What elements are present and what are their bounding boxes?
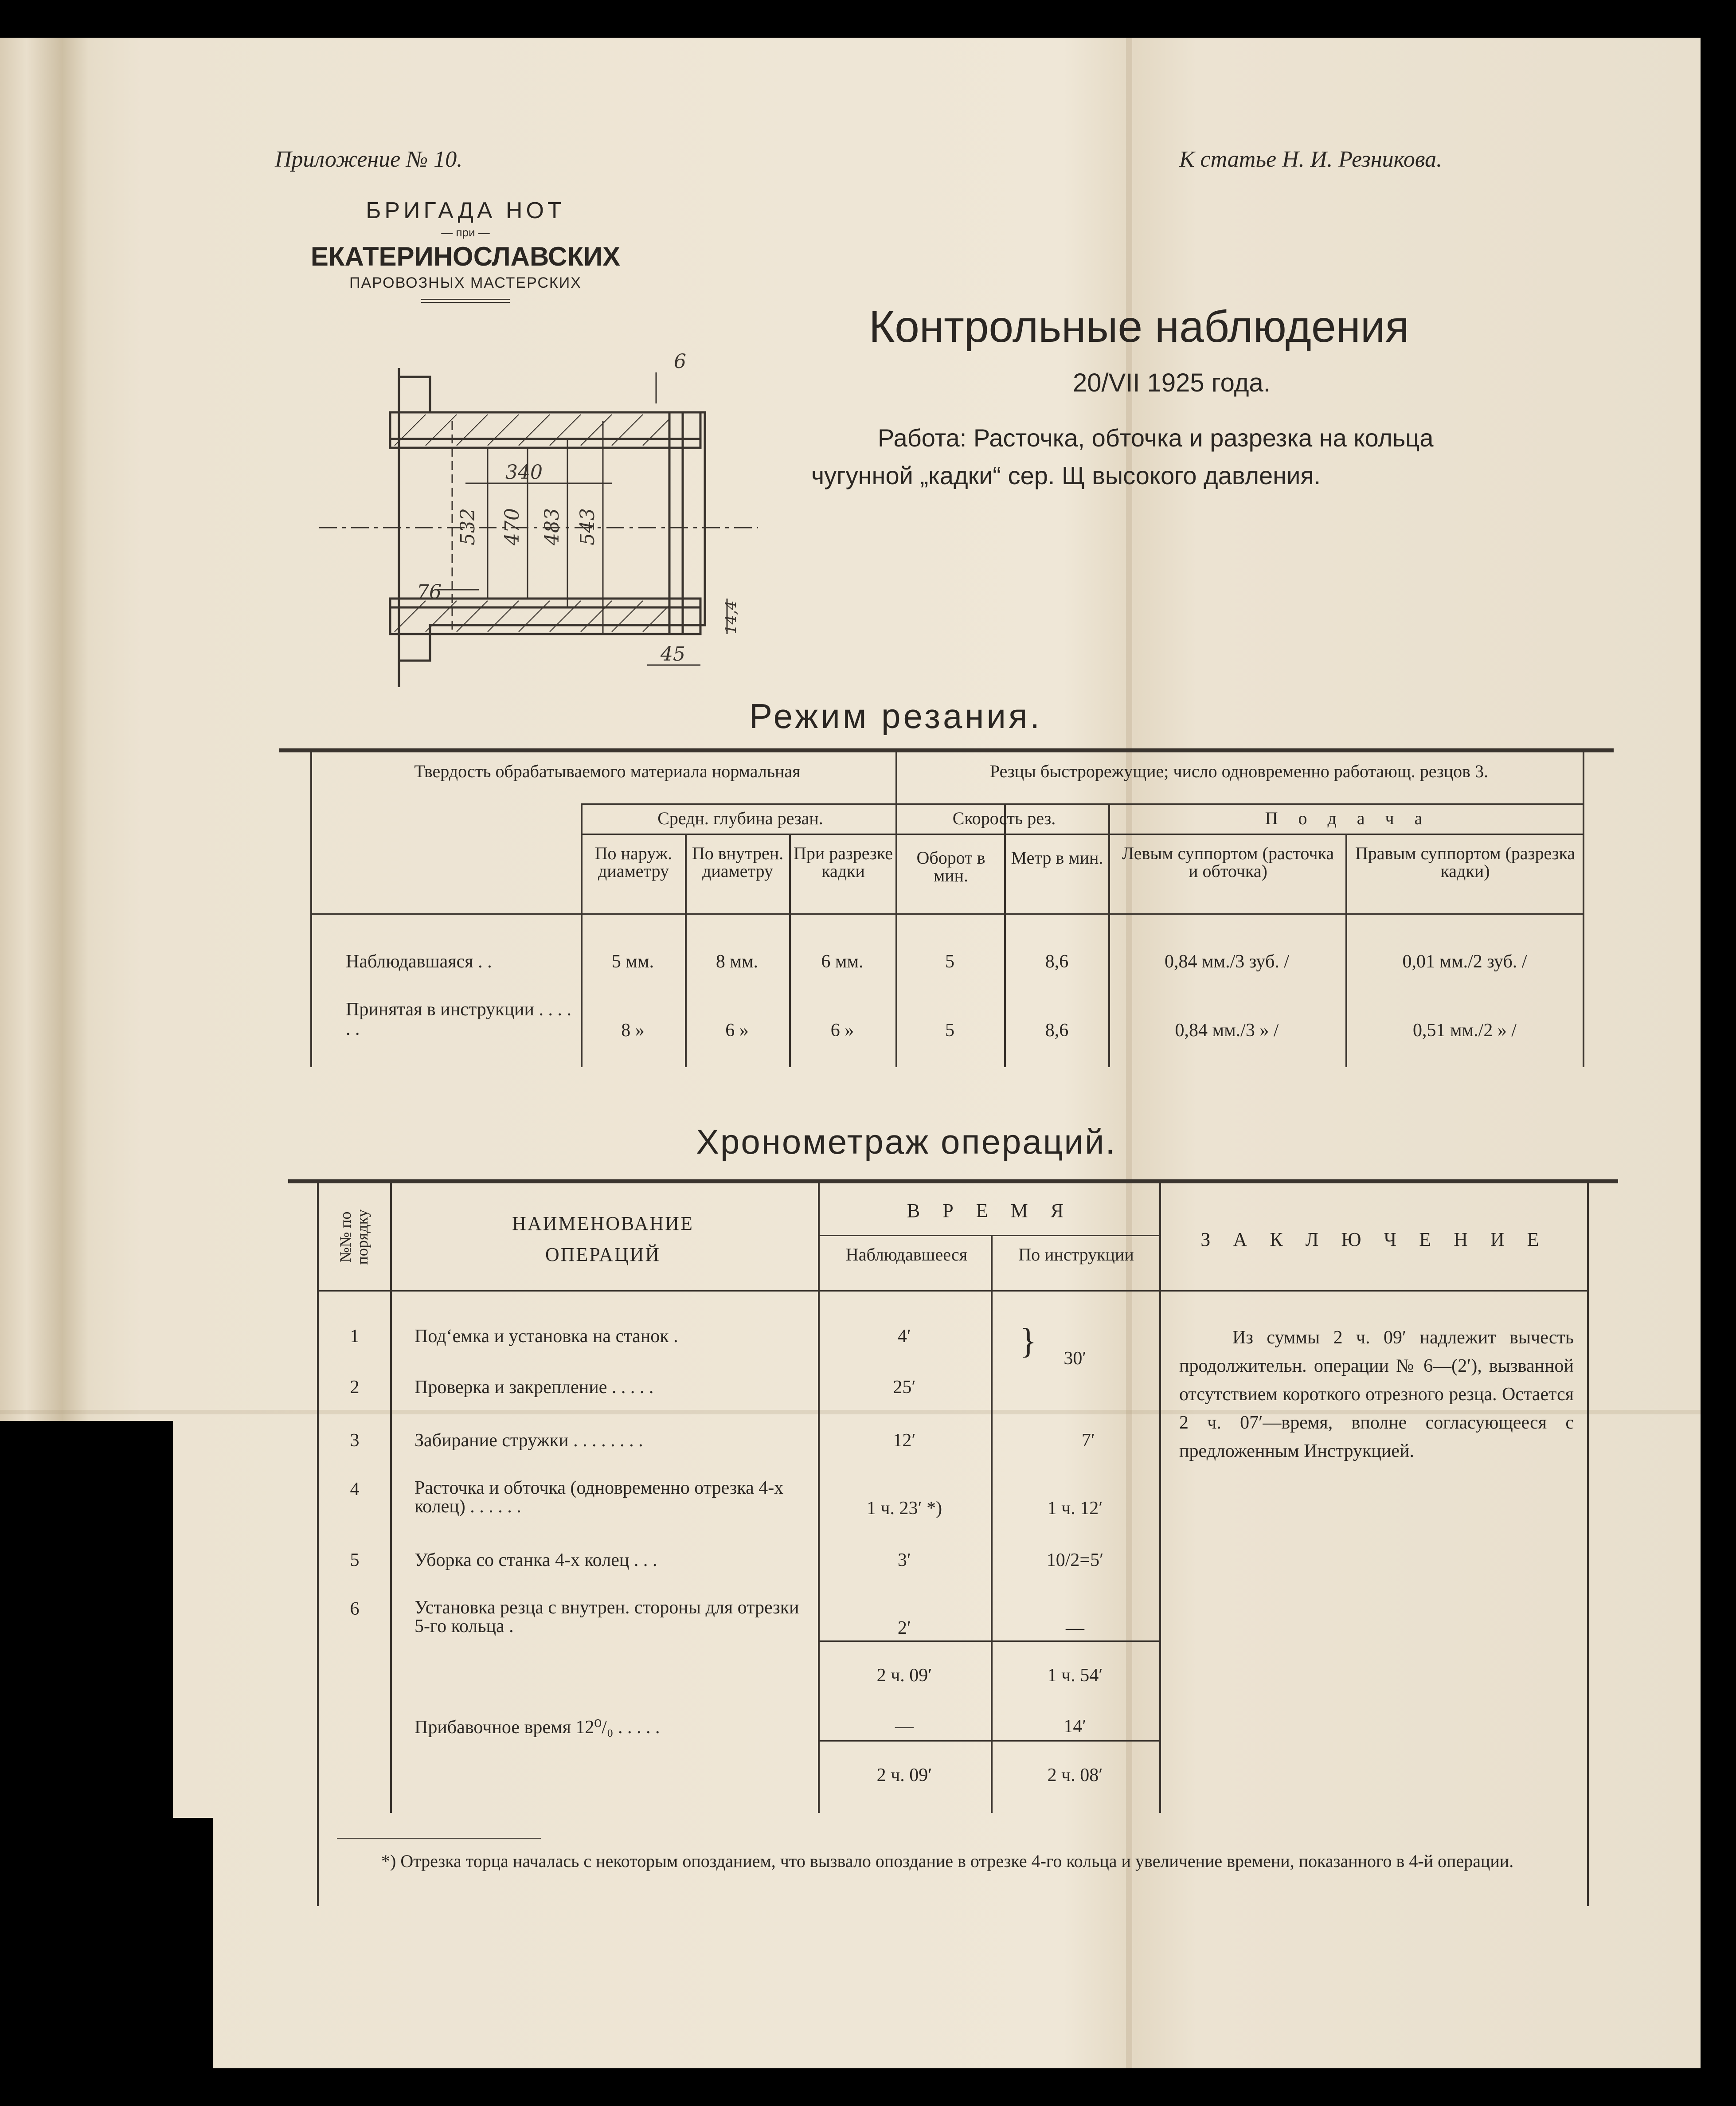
brigade-line1: БРИГАДА НОТ xyxy=(366,198,565,223)
cutting-row2-left: 0,84 мм./3 » / xyxy=(1175,1020,1279,1041)
brigade-line2: — при — xyxy=(441,226,490,239)
col-rev: Оборот в мин. xyxy=(916,848,985,885)
timing-col-concl: З А К Л Ю Ч Е Н И Е xyxy=(1200,1229,1548,1250)
timing-col-obs: Наблюдавшееся xyxy=(845,1245,968,1264)
timing-row5-instr: 10/2=5′ xyxy=(1046,1550,1104,1570)
brigade-line3: ЕКАТЕРИНОСЛАВСКИХ xyxy=(310,242,621,271)
timing-total-obs: 2 ч. 09′ xyxy=(876,1765,932,1785)
timing-extra-name: Прибавочное время 12⁰/₀ . . . . . xyxy=(414,1717,660,1738)
col-right: Правым суппортом (разрезка кадки) xyxy=(1355,843,1576,881)
cutting-row1-right: 0,01 мм./2 зуб. / xyxy=(1402,951,1527,972)
cutting-row1-outer: 5 мм. xyxy=(611,951,654,972)
timing-footnote: *) Отрезка торца началась с некоторым опозданием, что вызвало опоздание в отрезке 4-го кольца и увеличение времени, показанного в 4-й операции. xyxy=(381,1851,1514,1871)
cutting-row1-inner: 8 мм. xyxy=(716,951,759,972)
cutting-row2-outer: 8 » xyxy=(621,1020,645,1041)
article-label: К статье Н. И. Резникова. xyxy=(1179,147,1443,172)
timing-row4-obs: 1 ч. 23′ *) xyxy=(866,1498,942,1519)
cutting-row2-cut: 6 » xyxy=(830,1020,854,1041)
depth-header: Средн. глубина резан. xyxy=(657,808,823,828)
cutting-row1-rev: 5 xyxy=(945,951,954,972)
main-title: Контрольные наблюдения xyxy=(869,302,1409,352)
timing-row3-name: Забирание стружки . . . . . . . . xyxy=(414,1430,643,1451)
timing-row3-obs: 12′ xyxy=(893,1430,916,1451)
timing-subtotal-obs: 2 ч. 09′ xyxy=(876,1665,932,1686)
drawing-bottom-wall xyxy=(390,599,700,634)
cutting-row2-m: 8,6 xyxy=(1045,1020,1069,1041)
dim-76: 76 xyxy=(417,581,442,603)
cutting-row1-label: Наблюдавшаяся . . xyxy=(346,951,492,972)
appendix-label: Приложение № 10. xyxy=(275,147,463,172)
work-line2: чугунной „кадки“ сер. Щ высокого давления. xyxy=(811,462,1321,489)
cutting-cutters: Резцы быстрорежущие; число одновременно работающ. резцов 3. xyxy=(989,761,1489,781)
cutting-hardness: Твердость обрабатываемого материала нормальная xyxy=(414,761,801,781)
brigade-rule xyxy=(421,299,510,303)
timing-row5-no: 5 xyxy=(350,1550,360,1570)
timing-extra-obs: — xyxy=(895,1716,914,1737)
paper-sheet xyxy=(0,38,1701,2068)
timing-row1-name: Под‘емка и установка на станок . xyxy=(414,1326,678,1347)
timing-row4-name: Расточка и обточка (одновременно отрезка 4-х колец) . . . . . . xyxy=(414,1478,784,1517)
timing-row2-no: 2 xyxy=(350,1377,360,1397)
timing-col-time: В Р Е М Я xyxy=(907,1200,1073,1221)
timing-table-top-rule xyxy=(288,1179,1618,1183)
dim-45: 45 xyxy=(661,643,685,665)
cutting-row1-cut: 6 мм. xyxy=(821,951,864,972)
timing-row1-obs: 4′ xyxy=(897,1326,911,1347)
cutting-row1-left: 0,84 мм./3 зуб. / xyxy=(1164,951,1290,972)
cutting-row1-m: 8,6 xyxy=(1045,951,1069,972)
dim-340: 340 xyxy=(505,461,543,484)
timing-row5-name: Уборка со станка 4-х колец . . . xyxy=(414,1550,657,1570)
cutting-row2-label: Принятая в инструкции . . . . . . xyxy=(346,999,572,1039)
part-drawing xyxy=(319,350,762,705)
timing-row3-instr: 7′ xyxy=(1081,1430,1095,1451)
timing-row1-no: 1 xyxy=(350,1326,360,1347)
dim-14-4: 14,4 xyxy=(722,600,740,634)
timing-row6-name: Установка резца с внутрен. стороны для отрезки 5-го кольца . xyxy=(414,1597,799,1636)
col-cut: При разрезке кадки xyxy=(793,843,893,881)
work-line1: Работа: Расточка, обточка и разрезка на кольца xyxy=(878,424,1434,452)
timing-row6-no: 6 xyxy=(350,1599,360,1619)
timing-row5-obs: 3′ xyxy=(897,1550,911,1570)
dim-483: 483 xyxy=(541,508,563,545)
col-outer: По наруж. диаметру xyxy=(594,843,673,881)
title-date: 20/VII 1925 года. xyxy=(1073,368,1271,397)
timing-col-instr: По инструкции xyxy=(1018,1245,1134,1264)
cutting-table-top-rule xyxy=(279,748,1614,752)
timing-heading: Хронометраж операций. xyxy=(696,1122,1117,1161)
timing-row2-obs: 25′ xyxy=(893,1377,916,1397)
torn-corner-lower xyxy=(0,1818,213,2106)
timing-row4-instr: 1 ч. 12′ xyxy=(1047,1498,1103,1519)
timing-row12-instr: 30′ xyxy=(1063,1348,1087,1369)
brigade-line4: ПАРОВОЗНЫХ МАСТЕРСКИХ xyxy=(349,274,582,291)
speed-header: Скорость рез. xyxy=(952,808,1056,828)
dim-543: 543 xyxy=(576,508,599,545)
timing-total-instr: 2 ч. 08′ xyxy=(1047,1765,1103,1785)
feed-header: П о д а ч а xyxy=(1265,808,1431,828)
cutting-row2-right: 0,51 мм./2 » / xyxy=(1413,1020,1517,1041)
timing-row4-no: 4 xyxy=(350,1479,360,1499)
cutting-row2-inner: 6 » xyxy=(725,1020,749,1041)
timing-col-no: №№ по порядку xyxy=(336,1209,371,1265)
col-inner: По внутрен. диаметру xyxy=(692,843,784,881)
cutting-heading: Режим резания. xyxy=(749,697,1042,736)
timing-extra-instr: 14′ xyxy=(1063,1716,1087,1737)
timing-conclusion: Из суммы 2 ч. 09′ надлежит вычесть продолжительн. операции № 6—(2′), вызванной отсутствием короткого отрезного резца. Остается 2 ч. 07′—время, вполне согласующееся с предложенным Инструкцией. xyxy=(1179,1327,1574,1461)
timing-row6-obs: 2′ xyxy=(897,1618,911,1638)
cutting-row2-rev: 5 xyxy=(945,1020,954,1041)
brigade-block xyxy=(306,197,625,303)
dim-532: 532 xyxy=(457,508,479,545)
col-left: Левым суппортом (расточка и обточка) xyxy=(1122,843,1334,881)
timing-row3-no: 3 xyxy=(350,1430,360,1451)
timing-row6-instr: — xyxy=(1066,1618,1084,1638)
col-m: Метр в мин. xyxy=(1011,848,1103,868)
timing-subtotal-instr: 1 ч. 54′ xyxy=(1047,1665,1103,1686)
drawing-top-wall xyxy=(390,412,700,448)
timing-col-name: НАИМЕНОВАНИЕ ОПЕРАЦИЙ xyxy=(512,1213,694,1265)
timing-row2-name: Проверка и закрепление . . . . . xyxy=(414,1377,654,1397)
dim-6: 6 xyxy=(674,350,686,373)
brace-icon: } xyxy=(1020,1322,1037,1361)
dim-470: 470 xyxy=(501,508,524,545)
